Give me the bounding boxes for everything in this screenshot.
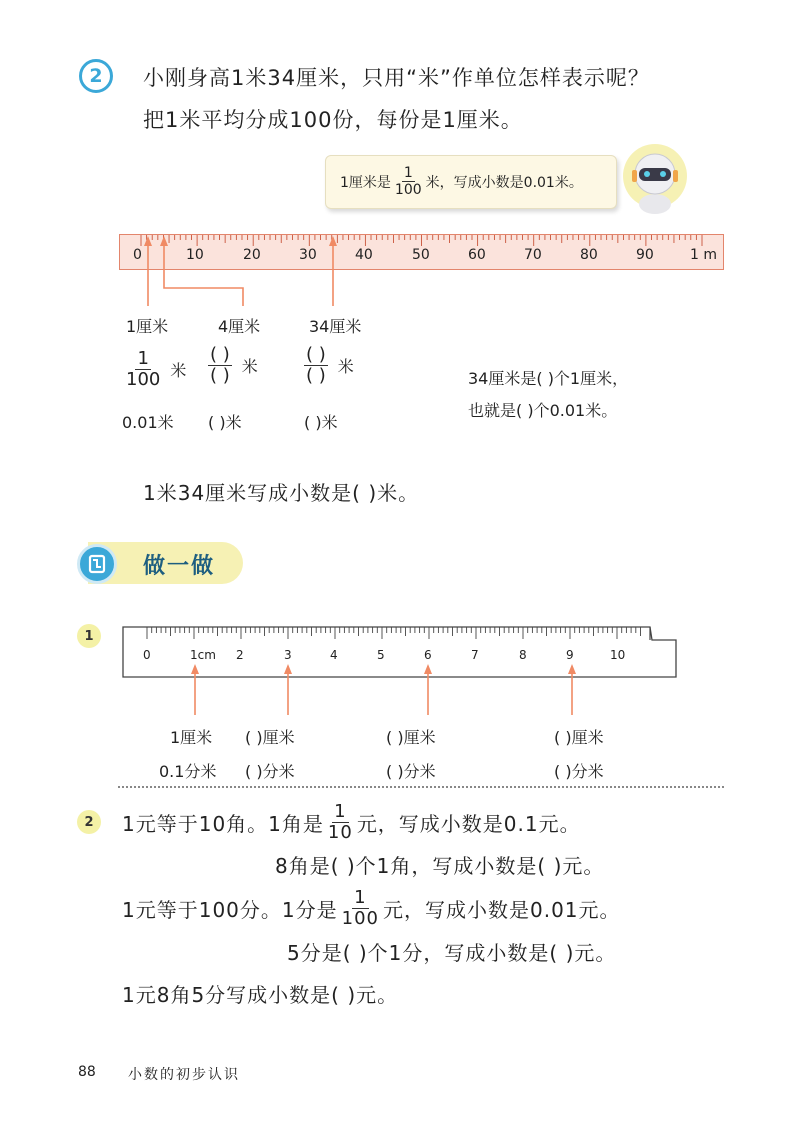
ex1-row1-item: ( )厘米 <box>386 728 436 747</box>
ex1-row2-item: ( )分米 <box>554 762 604 781</box>
ex1-row2-item: 0.1分米 <box>159 762 217 781</box>
decimal-blank-34cm: ( )米 <box>304 413 338 432</box>
ex2-line3: 1元等于100分。1分是 $\frac{1}{100}$ 元，写成小数是0.01元。 <box>122 887 621 929</box>
cm-ruler-label: 10 <box>610 648 626 662</box>
exercise-1-number: 1 <box>77 624 101 648</box>
ex1-row1-item: ( )厘米 <box>245 728 295 747</box>
ex1-row2-item: ( )分米 <box>386 762 436 781</box>
chapter-title: 小数的初步认识 <box>128 1067 240 1083</box>
meter-ruler-label: 50 <box>412 247 430 263</box>
meter-ruler-label: 60 <box>468 247 486 263</box>
fraction-1-100-yuan: $\frac{1}{100}$ <box>341 887 379 929</box>
fraction-blank-34cm: $\frac{( )}{( )}$ 米 <box>306 344 354 386</box>
meter-ruler-label: 70 <box>524 247 542 263</box>
conclusion-line: 1米34厘米写成小数是( )米。 <box>143 481 420 505</box>
meter-ruler-label: 1 m <box>690 247 717 263</box>
exercise-2-number: 2 <box>77 810 101 834</box>
bubble-fraction: $\frac{1}{100}$ <box>394 165 422 198</box>
meter-ruler-label: 20 <box>243 247 261 263</box>
col-label-4cm: 4厘米 <box>218 317 261 336</box>
page-number: 88 <box>78 1064 96 1080</box>
meter-ruler-label: 80 <box>580 247 598 263</box>
bubble-text: 1厘米是 $\frac{1}{100}$ 米，写成小数是0.01米。 <box>340 165 583 198</box>
cm-ruler-label: 8 <box>519 648 527 662</box>
cm-ruler-label: 4 <box>330 648 338 662</box>
ex2-line2: 8角是( )个1角，写成小数是( )元。 <box>275 854 605 878</box>
ex1-row2-item: ( )分米 <box>245 762 295 781</box>
cm-ruler-label: 9 <box>566 648 574 662</box>
meter-ruler-label: 40 <box>355 247 373 263</box>
decimal-0-01: 0.01米 <box>122 413 174 432</box>
dotted-divider <box>118 786 724 788</box>
meter-ruler-label: 90 <box>636 247 654 263</box>
problem-number-badge: 2 <box>79 59 113 93</box>
cm-ruler-label: 7 <box>471 648 479 662</box>
cm-ruler-label: 3 <box>284 648 292 662</box>
cm-ruler-label: 1cm <box>190 648 216 662</box>
ex2-line1: 1元等于10角。1角是 $\frac{1}{10}$ 元，写成小数是0.1元。 <box>122 801 581 843</box>
section-title: 做一做 <box>143 554 216 579</box>
cm-ruler-label: 0 <box>143 648 151 662</box>
meter-ruler-label: 0 <box>133 247 142 263</box>
col-label-1cm: 1厘米 <box>126 317 169 336</box>
meter-ruler-label: 10 <box>186 247 204 263</box>
ex1-row1-item: ( )厘米 <box>554 728 604 747</box>
cm-ruler-label: 6 <box>424 648 432 662</box>
meter-ruler-label: 30 <box>299 247 317 263</box>
fraction-1-100: $\frac{1}{100}$ 米 <box>126 348 187 390</box>
cm-ruler-label: 2 <box>236 648 244 662</box>
problem-question: 小刚身高1米34厘米，只用“米”作单位怎样表示呢？ <box>143 66 650 90</box>
side-note-line1: 34厘米是( )个1厘米， <box>468 369 629 388</box>
fraction-1-10: $\frac{1}{10}$ <box>327 801 353 843</box>
col-label-34cm: 34厘米 <box>309 317 362 336</box>
ex2-line4: 5分是( )个1分，写成小数是( )元。 <box>287 941 617 965</box>
problem-hint: 把1米平均分成100份，每份是1厘米。 <box>143 108 523 132</box>
fraction-blank-4cm: $\frac{( )}{( )}$ 米 <box>210 344 258 386</box>
decimal-blank-4cm: ( )米 <box>208 413 242 432</box>
ex1-row1-item: 1厘米 <box>170 728 213 747</box>
side-note-line2: 也就是( )个0.01米。 <box>468 401 618 420</box>
cm-ruler-label: 5 <box>377 648 385 662</box>
ex2-line5: 1元8角5分写成小数是( )元。 <box>122 983 399 1007</box>
